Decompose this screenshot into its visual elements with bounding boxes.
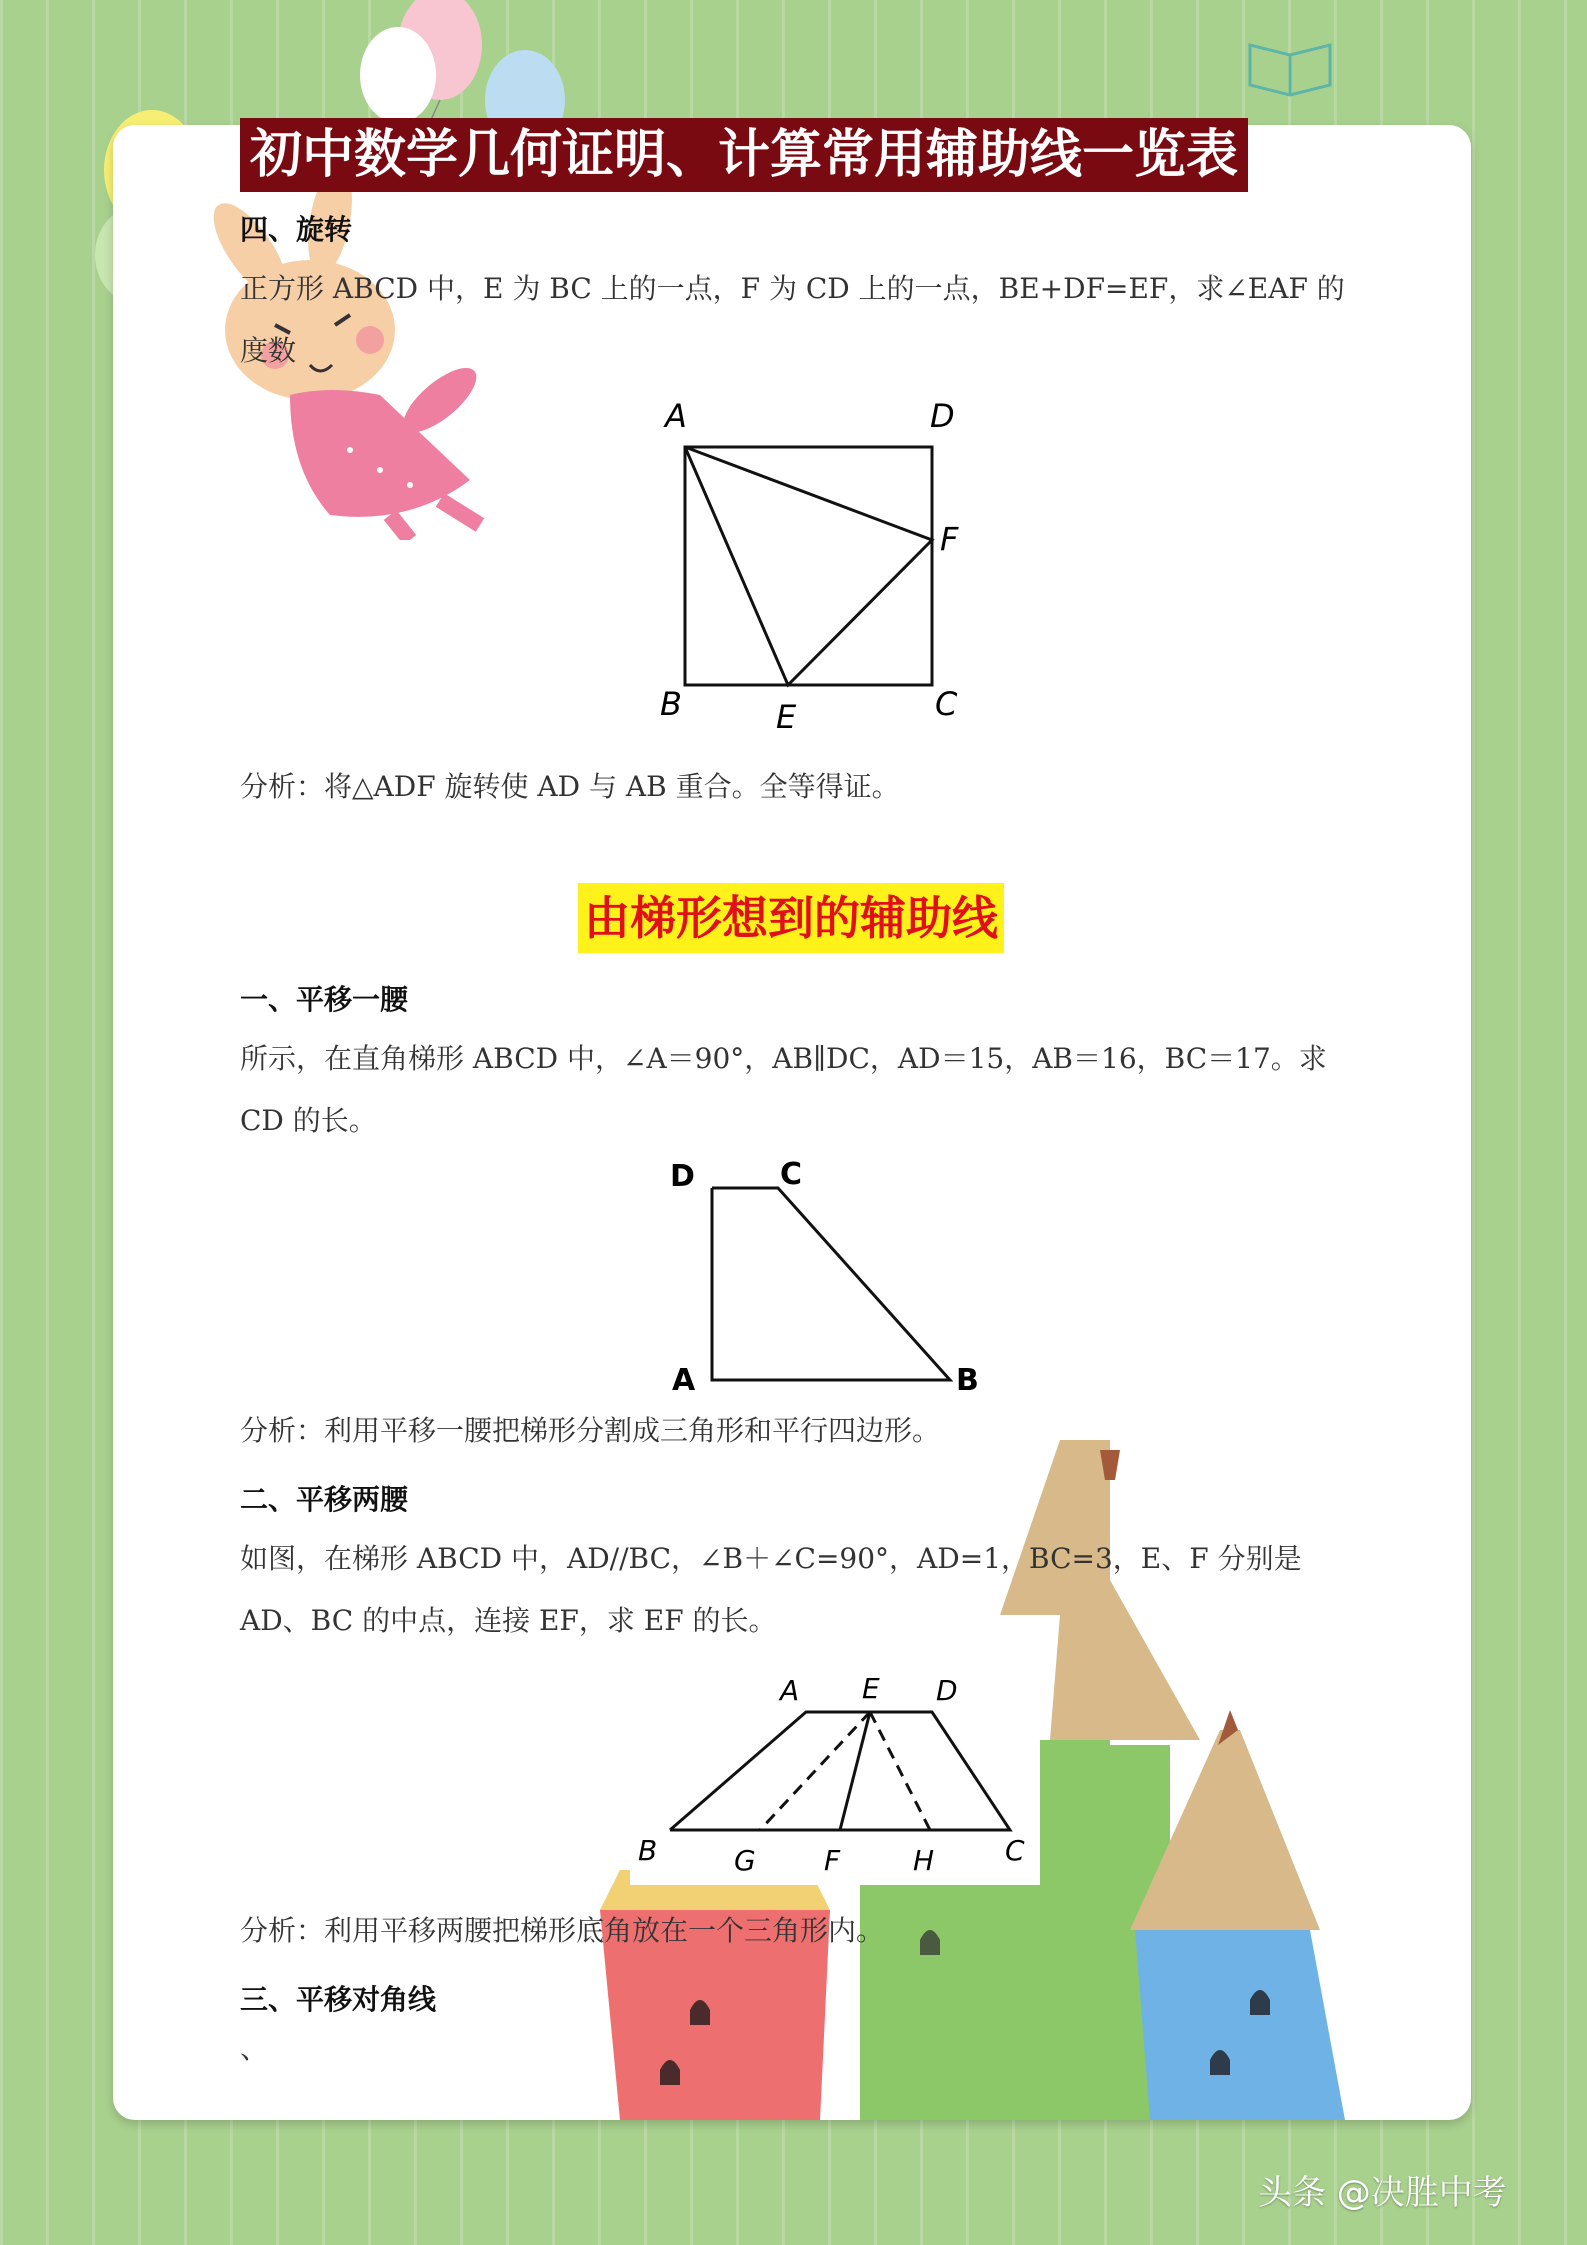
label-c: C [1005,1834,1025,1867]
rotation-problem: 正方形 ABCD 中，E 为 BC 上的一点，F 为 CD 上的一点，BE+DF=EF，求∠EAF 的度数 [240,272,1345,367]
two-legs-analysis: 分析：利用平移两腰把梯形底角放在一个三角形内。 [240,1914,885,1947]
label-a: A [665,397,687,435]
one-leg-problem: 所示，在直角梯形 ABCD 中，∠A＝90°，AB∥DC，AD＝15，AB＝16，BC＝17。求 CD 的长。 [240,1042,1327,1137]
label-a: A [780,1674,800,1707]
label-b: B [660,685,682,723]
label-c: C [780,1157,803,1192]
label-f: F [824,1844,841,1877]
label-d: D [670,1159,695,1194]
rotation-heading: 四、旋转 [240,213,353,246]
label-c: C [935,685,958,723]
two-legs-heading: 二、平移两腰 [240,1483,409,1516]
diagonal-heading: 三、平移对角线 [240,1983,437,2016]
label-f: F [940,520,959,558]
section-title: 由梯形想到的辅助线 [578,883,1004,953]
label-d: D [930,397,955,435]
page-title: 初中数学几何证明、计算常用辅助线一览表 [240,118,1248,192]
label-e: E [776,698,797,736]
label-b: B [638,1834,658,1867]
label-e: E [862,1672,880,1705]
square-figure [640,385,1000,745]
trapezoid-figure [630,1670,1040,1885]
source-watermark: 头条 @决胜中考 [1258,2173,1507,2213]
rotation-analysis: 分析：将△ADF 旋转使 AD 与 AB 重合。全等得证。 [240,770,900,803]
one-leg-heading: 一、平移一腰 [240,983,409,1016]
one-leg-analysis: 分析：利用平移一腰把梯形分割成三角形和平行四边形。 [240,1414,941,1447]
book-icon [1240,30,1340,100]
diagonal-trailing-mark: 、 [240,2032,269,2065]
two-legs-problem: 如图，在梯形 ABCD 中，AD//BC，∠B＋∠C=90°，AD=1，BC=3，E、F 分别是 AD、BC 的中点，连接 EF，求 EF 的长。 [240,1542,1302,1637]
label-h: H [913,1844,935,1877]
right-trapezoid-figure [660,1148,1000,1398]
label-a: A [672,1363,696,1398]
label-b: B [956,1363,979,1398]
label-d: D [936,1674,958,1707]
label-g: G [734,1844,756,1877]
